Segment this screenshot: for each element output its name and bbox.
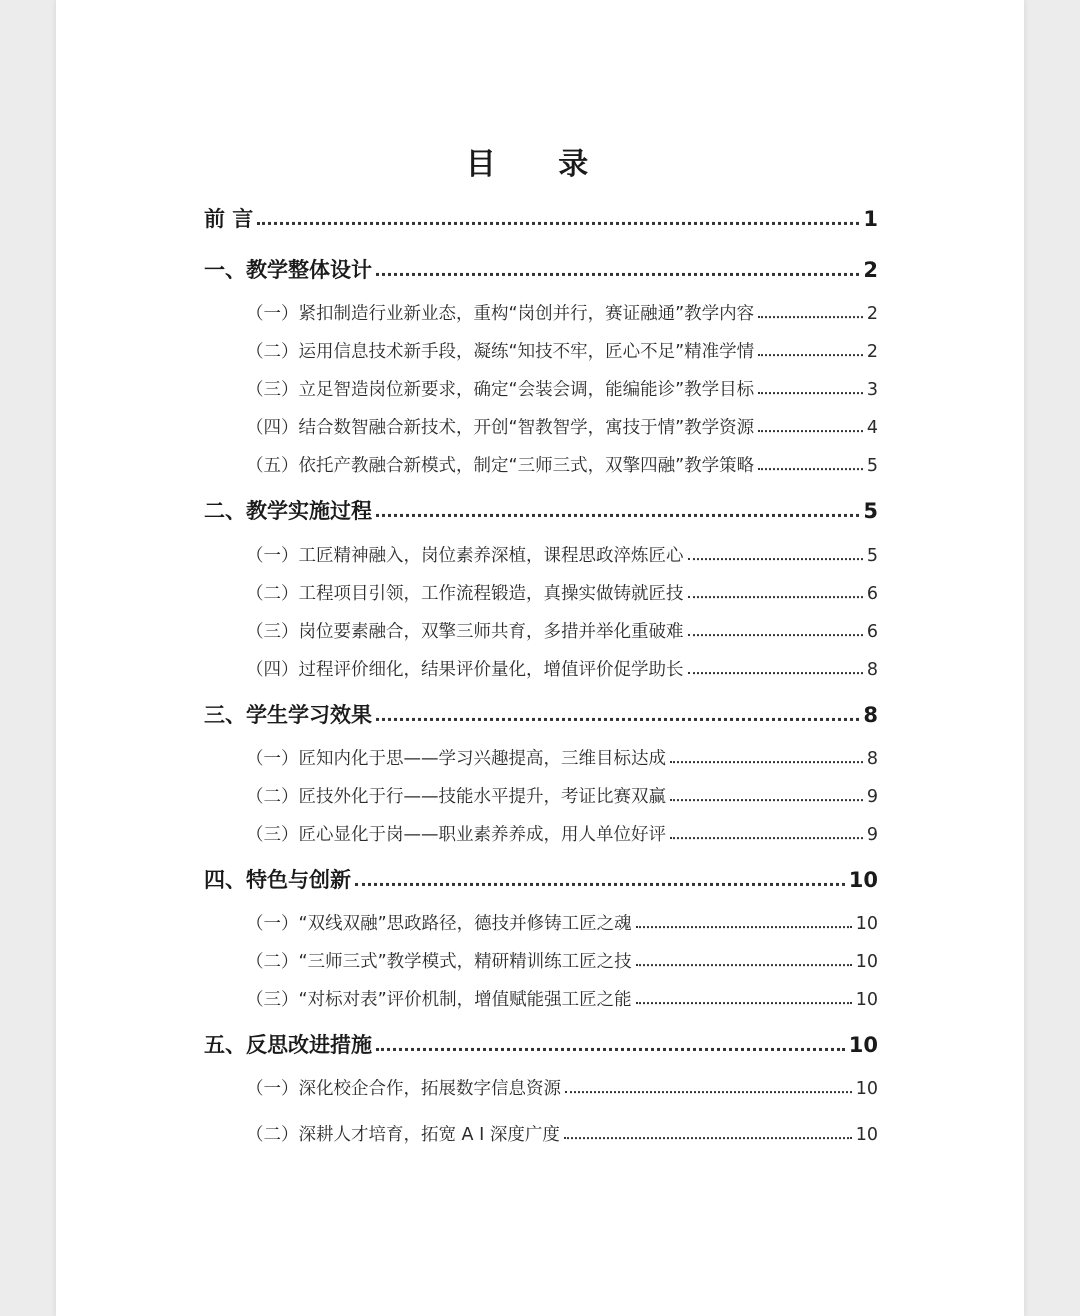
toc-subsection-entry — [246, 783, 878, 809]
toc-leader-dots — [565, 1082, 852, 1094]
toc-leader-dots — [257, 210, 859, 225]
toc-leader-dots — [355, 871, 845, 886]
toc-entry-label: （二）运用信息技术新手段，凝练“知技不牢，匠心不足”精准学情 — [246, 342, 755, 362]
toc-page-number: 9 — [866, 787, 878, 807]
toc-section-entry — [204, 203, 878, 233]
toc-page-number: 10 — [855, 914, 878, 934]
toc-leader-dots — [376, 261, 859, 276]
toc-leader-dots — [636, 917, 852, 929]
toc-page-number: 5 — [863, 499, 878, 523]
toc-subsection-entry — [246, 580, 878, 606]
toc-page-number: 8 — [863, 703, 878, 727]
toc-page-number: 4 — [866, 418, 878, 438]
toc-leader-dots — [758, 345, 863, 357]
toc-page-number: 10 — [855, 990, 878, 1010]
toc-subsection-entry — [246, 542, 878, 568]
toc-subsection-entry — [246, 618, 878, 644]
toc-leader-dots — [688, 663, 863, 675]
toc-page-number: 2 — [866, 304, 878, 324]
toc-leader-dots — [758, 459, 863, 471]
toc-leader-dots — [376, 502, 859, 517]
toc-title: 目 录 — [465, 147, 615, 182]
toc-entry-label: 三、学生学习效果 — [204, 703, 372, 727]
toc-page-number: 3 — [866, 380, 878, 400]
toc-subsection-entry — [246, 1121, 878, 1147]
toc-page-number: 2 — [863, 258, 878, 282]
toc-leader-dots — [688, 625, 863, 637]
toc-entry-label: （一）深化校企合作，拓展数字信息资源 — [246, 1079, 561, 1099]
toc-subsection-entry — [246, 452, 878, 478]
toc-entry-label: （一）“双线双融”思政路径，德技并修铸工匠之魂 — [246, 914, 632, 934]
toc-entry-label: （五）依托产教融合新模式，制定“三师三式，双擎四融”教学策略 — [246, 456, 755, 476]
toc-leader-dots — [670, 828, 863, 840]
toc-page-number: 2 — [866, 342, 878, 362]
toc-leader-dots — [688, 587, 863, 599]
toc-entry-label: （二）“三师三式”教学模式，精研精训练工匠之技 — [246, 952, 632, 972]
toc-leader-dots — [636, 993, 852, 1005]
toc-leader-dots — [376, 706, 859, 721]
toc-section-entry — [204, 254, 878, 284]
toc-leader-dots — [564, 1128, 852, 1140]
toc-entry-label: 一、教学整体设计 — [204, 258, 372, 282]
toc-entry-label: （三）岗位要素融合，双擎三师共育，多措并举化重破难 — [246, 622, 684, 642]
toc-subsection-entry — [246, 656, 878, 682]
toc-leader-dots — [758, 421, 863, 433]
toc-page-number: 10 — [848, 1033, 878, 1057]
toc-leader-dots — [670, 790, 863, 802]
toc-leader-dots — [758, 383, 863, 395]
toc-page-number: 10 — [855, 952, 878, 972]
toc-subsection-entry — [246, 300, 878, 326]
toc-page-number: 8 — [866, 749, 878, 769]
toc-entry-label: （一）匠知内化于思——学习兴趣提高，三维目标达成 — [246, 749, 666, 769]
toc-subsection-entry — [246, 910, 878, 936]
toc-page-number: 10 — [855, 1079, 878, 1099]
toc-subsection-entry — [246, 986, 878, 1012]
toc-entry-label: （二）深耕人才培育，拓宽 A I 深度广度 — [246, 1125, 560, 1145]
toc-entry-label: 二、教学实施过程 — [204, 499, 372, 523]
toc-section-entry — [204, 864, 878, 894]
toc-page-number: 6 — [866, 622, 878, 642]
toc-leader-dots — [670, 752, 863, 764]
toc-section-entry — [204, 699, 878, 729]
toc-page-number: 5 — [866, 546, 878, 566]
toc-page-number: 10 — [848, 868, 878, 892]
toc-leader-dots — [636, 955, 852, 967]
toc-entry-label: （一）紧扣制造行业新业态，重构“岗创并行，赛证融通”教学内容 — [246, 304, 755, 324]
toc-subsection-entry — [246, 948, 878, 974]
toc-leader-dots — [376, 1036, 845, 1051]
toc-subsection-entry — [246, 1075, 878, 1101]
toc-entry-label: 四、特色与创新 — [204, 868, 351, 892]
toc-entry-label: （四）结合数智融合新技术，开创“智教智学，寓技于情”教学资源 — [246, 418, 755, 438]
toc-entry-label: （二）匠技外化于行——技能水平提升，考证比赛双赢 — [246, 787, 666, 807]
toc-leader-dots — [758, 307, 863, 319]
toc-section-entry — [204, 1029, 878, 1059]
document-page — [56, 0, 1024, 1316]
toc-entry-label: （三）“对标对表”评价机制，增值赋能强工匠之能 — [246, 990, 632, 1010]
toc-page-number: 8 — [866, 660, 878, 680]
toc-subsection-entry — [246, 376, 878, 402]
toc-subsection-entry — [246, 414, 878, 440]
toc-entry-label: （二）工程项目引领，工作流程锻造，真操实做铸就匠技 — [246, 584, 684, 604]
toc-leader-dots — [688, 549, 863, 561]
toc-page-number: 1 — [863, 207, 878, 231]
toc-page-number: 6 — [866, 584, 878, 604]
toc-page-number: 10 — [855, 1125, 878, 1145]
toc-entry-label: （四）过程评价细化，结果评价量化，增值评价促学助长 — [246, 660, 684, 680]
toc-page-number: 5 — [866, 456, 878, 476]
toc-entry-label: （三）匠心显化于岗——职业素养养成，用人单位好评 — [246, 825, 666, 845]
toc-section-entry — [204, 495, 878, 525]
toc-entry-label: 五、反思改进措施 — [204, 1033, 372, 1057]
toc-subsection-entry — [246, 745, 878, 771]
toc-entry-label: （三）立足智造岗位新要求，确定“会装会调，能编能诊”教学目标 — [246, 380, 755, 400]
toc-entry-label: （一）工匠精神融入，岗位素养深植，课程思政淬炼匠心 — [246, 546, 684, 566]
toc-page-number: 9 — [866, 825, 878, 845]
toc-entry-label: 前 言 — [204, 207, 254, 231]
toc-subsection-entry — [246, 821, 878, 847]
toc-subsection-entry — [246, 338, 878, 364]
